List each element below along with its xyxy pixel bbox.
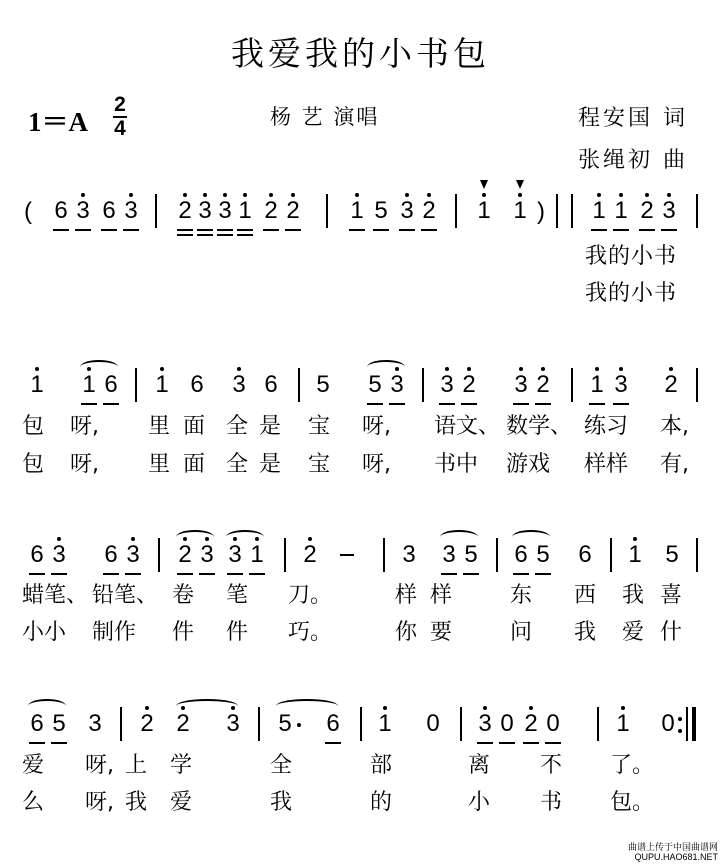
note: 6 xyxy=(190,371,204,398)
lyric-word: 西 xyxy=(574,583,597,608)
note: 0 xyxy=(661,710,675,737)
note: 3 xyxy=(442,541,456,568)
lyric-word: 件 xyxy=(172,620,195,645)
lyric-word: 问 xyxy=(510,620,533,645)
lyric-verse-2-line-4 xyxy=(0,789,721,819)
lyric-word: 笔 xyxy=(226,583,249,608)
lyric-word: 呀, xyxy=(85,790,114,815)
note: 1 xyxy=(378,710,392,737)
lyric-word: 包 xyxy=(22,414,45,439)
note: 1 xyxy=(238,197,252,224)
note: 3 xyxy=(614,371,628,398)
lyric-word: 呀, xyxy=(70,414,99,439)
lyric-word: 件 xyxy=(226,620,249,645)
lyric-word: 我 xyxy=(574,620,597,645)
lyric-word: 是 xyxy=(259,452,282,477)
note: 1 xyxy=(250,541,264,568)
lyric-word: 样样 xyxy=(584,452,629,477)
lyric-word: 离 xyxy=(468,753,491,778)
note: 3 xyxy=(662,197,676,224)
note: 1 xyxy=(155,371,169,398)
score-line-4 xyxy=(0,705,721,753)
barline xyxy=(455,194,457,228)
barline xyxy=(696,194,698,228)
note: 1 xyxy=(30,371,44,398)
barline xyxy=(422,368,424,402)
lyric-word: 小 xyxy=(468,790,491,815)
lyric-word: 有, xyxy=(660,452,689,477)
lyric-word: 喜 xyxy=(660,583,683,608)
open-paren: ( xyxy=(24,198,32,225)
lyric-text: 我的小书 xyxy=(585,244,678,269)
lyric-word: 小小 xyxy=(22,620,67,645)
meter-top: 2 xyxy=(114,93,126,116)
lyric-word: 上 xyxy=(125,753,148,778)
score-line-3 xyxy=(0,536,721,584)
barline xyxy=(158,538,160,572)
lyric-word: 全 xyxy=(226,452,249,477)
note: 5 xyxy=(464,541,478,568)
note: 1 xyxy=(616,710,630,737)
note: 1 xyxy=(513,197,527,224)
lyric-word: 练习 xyxy=(584,414,629,439)
note: 5 xyxy=(374,197,388,224)
note: 1 xyxy=(350,197,364,224)
lyric-word: 面 xyxy=(183,452,206,477)
lyric-verse-1-line-1 xyxy=(0,243,721,273)
barline xyxy=(696,368,698,402)
lyric-word: 爱 xyxy=(22,753,45,778)
note: 3 xyxy=(52,541,66,568)
barline xyxy=(597,707,599,741)
score-line-1 xyxy=(0,192,721,240)
barline xyxy=(460,707,462,741)
lyric-word: 样 xyxy=(430,583,453,608)
note: 3 xyxy=(400,197,414,224)
note: 1 xyxy=(614,197,628,224)
note: 1 xyxy=(592,197,606,224)
note: 5 xyxy=(52,710,66,737)
song-title: 我爱我的小书包 xyxy=(231,34,490,73)
lyric-word: 蜡笔、 xyxy=(22,583,89,608)
note: 0 xyxy=(426,710,440,737)
note: 2 xyxy=(176,710,190,737)
note: 3 xyxy=(226,710,240,737)
note: 2 xyxy=(140,710,154,737)
hold-dash xyxy=(340,554,354,556)
lyric-word: 包 xyxy=(22,452,45,477)
watermark-line-2: QUPU.HAO681.NET xyxy=(634,852,718,862)
note: 6 xyxy=(264,371,278,398)
lyric-word: 数学、 xyxy=(506,414,573,439)
lyric-word: 卷 xyxy=(172,583,195,608)
lyric-verse-2-line-3 xyxy=(0,619,721,649)
barline xyxy=(610,538,612,572)
note: 3 xyxy=(478,710,492,737)
note: 0 xyxy=(500,710,514,737)
repeat-barline-thick xyxy=(692,707,696,741)
lyric-verse-2-line-1 xyxy=(0,280,721,310)
singer-credit: 杨 艺 演唱 xyxy=(270,105,380,129)
note: 3 xyxy=(218,197,232,224)
repeat-barline-thin xyxy=(686,707,688,741)
barline xyxy=(135,368,137,402)
lyric-word: 不 xyxy=(540,753,563,778)
note: 3 xyxy=(76,197,90,224)
note: 2 xyxy=(640,197,654,224)
barline xyxy=(556,194,558,228)
lyric-word: 样 xyxy=(395,583,418,608)
note: 5 xyxy=(536,541,550,568)
note: 2 xyxy=(178,541,192,568)
lyric-verse-2-line-2 xyxy=(0,451,721,481)
note: 6 xyxy=(102,197,116,224)
score-line-2 xyxy=(0,366,721,414)
note: 2 xyxy=(462,371,476,398)
lyric-word: 学 xyxy=(170,753,193,778)
time-signature xyxy=(112,94,128,140)
note: 3 xyxy=(402,541,416,568)
note: 6 xyxy=(326,710,340,737)
site-watermark xyxy=(628,842,718,862)
lyric-word: 爱 xyxy=(170,790,193,815)
lyric-word: 呀, xyxy=(70,452,99,477)
note: 1 xyxy=(590,371,604,398)
lyric-word: 的 xyxy=(370,790,393,815)
barline xyxy=(383,538,385,572)
lyric-word: 宝 xyxy=(308,452,331,477)
barline xyxy=(155,194,157,228)
note: 6 xyxy=(578,541,592,568)
barline xyxy=(326,194,328,228)
lyric-word: 我 xyxy=(622,583,645,608)
note: 3 xyxy=(200,541,214,568)
lyric-word: 要 xyxy=(430,620,453,645)
lyric-word: 全 xyxy=(226,414,249,439)
note: 1 xyxy=(477,197,491,224)
barline xyxy=(298,368,300,402)
note: 6 xyxy=(514,541,528,568)
key-signature: 1＝A xyxy=(28,107,88,137)
lyric-word: 里 xyxy=(148,452,171,477)
lyric-word: 我 xyxy=(270,790,293,815)
lyric-word: 游戏 xyxy=(506,452,551,477)
lyric-word: 全 xyxy=(270,753,293,778)
note: 5 xyxy=(368,371,382,398)
note: 5 xyxy=(278,710,292,737)
note: 3 xyxy=(126,541,140,568)
note: 1 xyxy=(82,371,96,398)
lyric-word: 爱 xyxy=(622,620,645,645)
barline xyxy=(258,707,260,741)
note: 2 xyxy=(664,371,678,398)
barline xyxy=(571,194,573,228)
lyric-verse-1-line-3 xyxy=(0,582,721,612)
note: 5 xyxy=(316,371,330,398)
note: 5 xyxy=(665,541,679,568)
barline xyxy=(360,707,362,741)
note: 2 xyxy=(178,197,192,224)
barline xyxy=(496,538,498,572)
note: 3 xyxy=(228,541,242,568)
lyric-word: 语文、 xyxy=(434,414,501,439)
lyric-verse-1-line-4 xyxy=(0,752,721,782)
note: 2 xyxy=(524,710,538,737)
lyric-word: 部 xyxy=(370,753,393,778)
note: 6 xyxy=(30,541,44,568)
note: 6 xyxy=(104,541,118,568)
note: 6 xyxy=(104,371,118,398)
note: 3 xyxy=(440,371,454,398)
lyric-word: 我 xyxy=(125,790,148,815)
note: 3 xyxy=(390,371,404,398)
meter-bottom: 4 xyxy=(114,117,126,140)
lyric-word: 书 xyxy=(540,790,563,815)
watermark-line-1: 曲谱上传于中国曲谱网 xyxy=(627,842,718,852)
barline xyxy=(571,368,573,402)
lyric-word: 是 xyxy=(259,414,282,439)
note: 3 xyxy=(124,197,138,224)
accent-mark xyxy=(516,180,524,189)
note: 2 xyxy=(264,197,278,224)
lyric-word: 什 xyxy=(660,620,683,645)
lyric-word: 呀, xyxy=(362,452,391,477)
lyric-word: 么 xyxy=(22,790,45,815)
composer-credit: 张绳初 曲 xyxy=(578,148,688,173)
lyric-word: 巧。 xyxy=(288,620,333,645)
note: 3 xyxy=(232,371,246,398)
note: 3 xyxy=(198,197,212,224)
lyric-word: 宝 xyxy=(308,414,331,439)
note: 3 xyxy=(88,710,102,737)
repeat-dot xyxy=(678,717,682,721)
note: 2 xyxy=(422,197,436,224)
lyric-word: 呀, xyxy=(362,414,391,439)
note: 2 xyxy=(303,541,317,568)
note: 6 xyxy=(54,197,68,224)
lyric-word: 里 xyxy=(148,414,171,439)
accent-mark xyxy=(480,180,488,189)
lyric-word: 包。 xyxy=(610,790,655,815)
lyric-word: 刀。 xyxy=(288,583,333,608)
lyric-word: 东 xyxy=(510,583,533,608)
lyric-text: 我的小书 xyxy=(585,281,678,306)
note: 0 xyxy=(546,710,560,737)
barline xyxy=(696,538,698,572)
note: 6 xyxy=(30,710,44,737)
barline xyxy=(284,538,286,572)
lyric-word: 呀, xyxy=(85,753,114,778)
lyricist-credit: 程安国 词 xyxy=(578,106,688,131)
lyric-word: 制作 xyxy=(92,620,137,645)
repeat-dot xyxy=(678,729,682,733)
barline xyxy=(120,707,122,741)
lyric-word: 书中 xyxy=(434,452,479,477)
lyric-word: 面 xyxy=(183,414,206,439)
note: 2 xyxy=(286,197,300,224)
lyric-verse-1-line-2 xyxy=(0,413,721,443)
lyric-word: 本, xyxy=(660,414,689,439)
lyric-word: 你 xyxy=(395,620,418,645)
note: 2 xyxy=(536,371,550,398)
lyric-word: 铅笔、 xyxy=(92,583,159,608)
note: 1 xyxy=(628,541,642,568)
close-paren: ) xyxy=(537,198,545,225)
note: 3 xyxy=(514,371,528,398)
lyric-word: 了。 xyxy=(610,753,655,778)
